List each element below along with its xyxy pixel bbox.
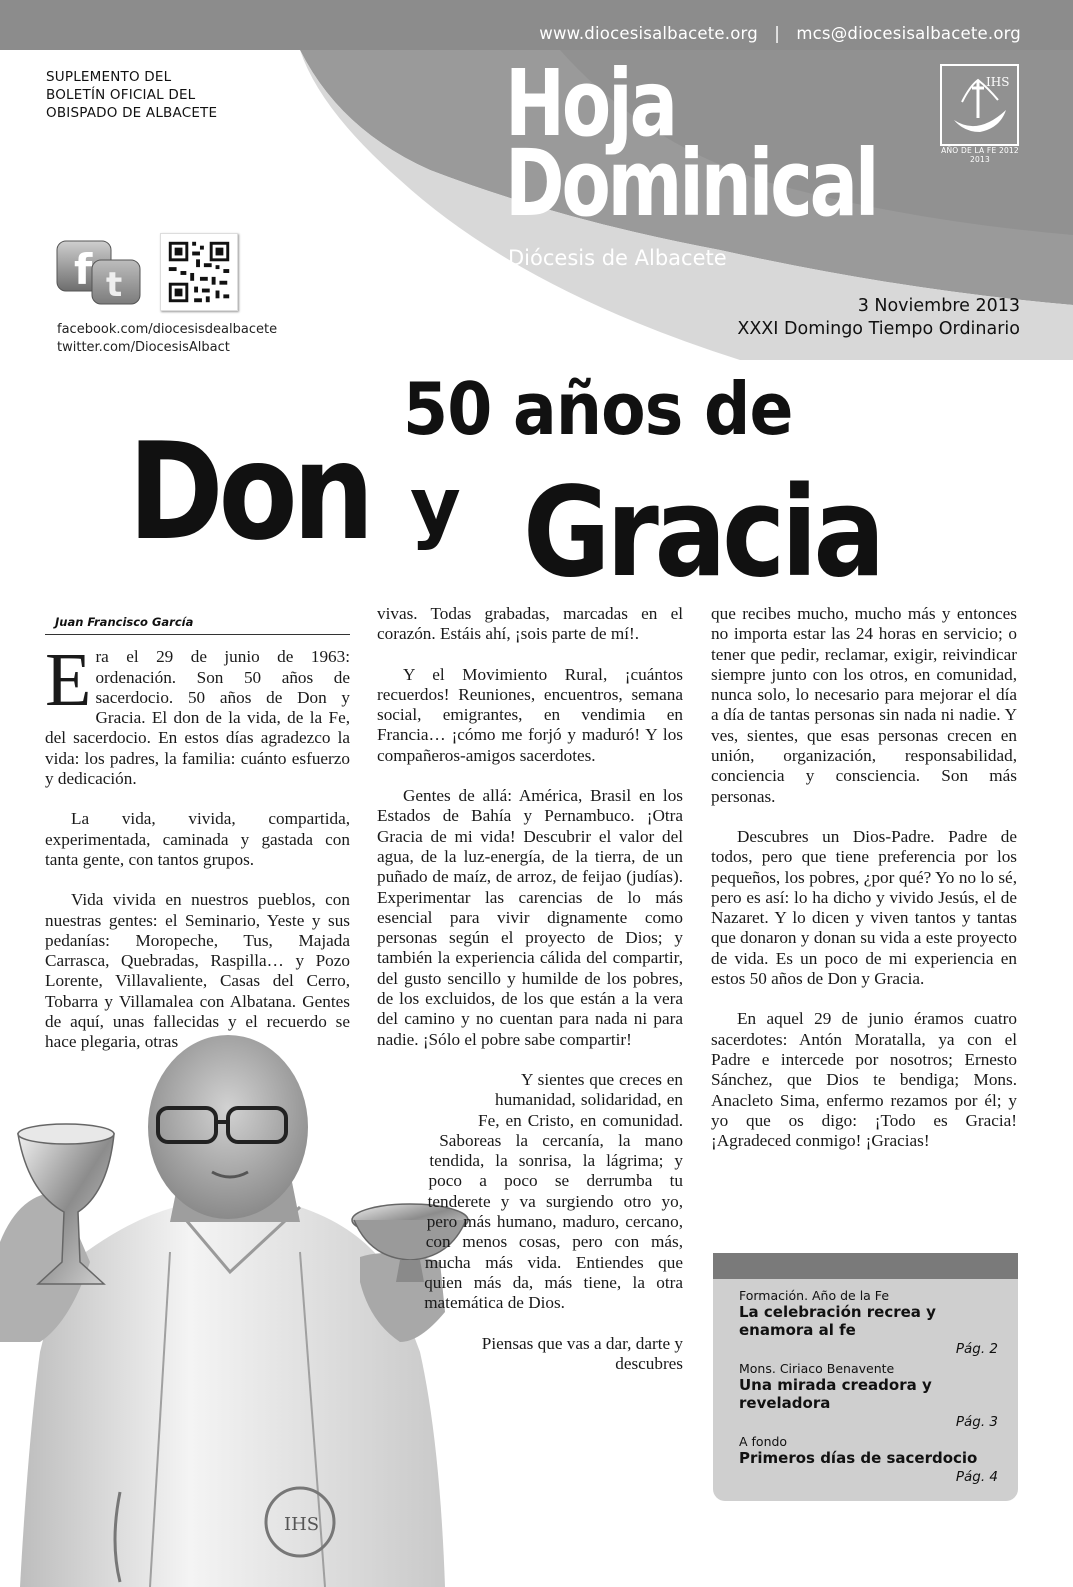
- social-links: [57, 321, 277, 357]
- headline-line1: 50 años de: [403, 367, 793, 451]
- twitter-link[interactable]: twitter.com/DiocesisAlbact: [57, 340, 230, 355]
- contents-box: [713, 1253, 1018, 1501]
- link-separator: |: [774, 24, 781, 43]
- paragraph: Piensas que vas a dar, darte y descubres: [481, 1333, 683, 1373]
- facebook-twitter-icon[interactable]: [56, 240, 142, 306]
- masthead-subtitle: Diócesis de Albacete: [508, 246, 727, 270]
- contents-bar: [713, 1253, 1018, 1279]
- toc-item[interactable]: A fondo Primeros días de sacerdocio Pág. 4: [739, 1434, 998, 1485]
- paragraph: que recibes mucho, mucho más y entonces no importa estar las 24 horas en servicio; o tener que pedir, reclamar, exigir, reivindicar siempre junto con los otros, en comunidad, nunca solo, lo necesario para mejorar el día a día de tantas personas sin nada ni nadie. Y ves, sientes, que esas personas crecen en unión, organización, responsabilidad, conciencia y consciencia. Son más personas.: [711, 604, 1017, 806]
- issue-date: [737, 295, 1020, 341]
- year-of-faith-logo-icon: [942, 66, 1017, 144]
- article-column-1: [45, 612, 350, 1073]
- liturgical-day: XXXI Domingo Tiempo Ordinario: [737, 319, 1020, 339]
- logo-caption: AÑO DE LA FE 2012 2013: [941, 146, 1019, 164]
- toc-item[interactable]: Formación. Año de la Fe La celebración recrea y enamora al fe Pág. 2: [739, 1288, 998, 1357]
- facebook-link[interactable]: facebook.com/diocesisdealbacete: [57, 322, 278, 337]
- paragraph: Y sientes que creces en humanidad, solidaridad, en Fe, en Cristo, en comunidad. Saboreas la cercanía, la mano tendida, la sonrisa, la lágrima; y poco a poco se derrumba tu tenderete y va surgiendo otro yo, pero más humano, maduro, cercano, con menos cosas, pero con más, mucha más vida. Entiendes que quien más da, más tiene, la otra matemática de Dios.: [424, 1069, 683, 1313]
- article-author: Juan Francisco García: [45, 612, 350, 635]
- toc-item[interactable]: Mons. Ciriaco Benavente Una mirada creadora y reveladora Pág. 3: [739, 1361, 998, 1430]
- year-of-faith-logo: [940, 64, 1019, 146]
- svg-text:IHS: IHS: [986, 75, 1010, 89]
- paragraph: vivas. Todas grabadas, marcadas en el corazón. Estáis ahí, ¡sois parte de mí!.: [377, 604, 683, 644]
- article-column-3: [711, 604, 1017, 1171]
- svg-text:IHS: IHS: [284, 1514, 320, 1535]
- date: 3 Noviembre 2013: [857, 296, 1020, 316]
- paragraph: Era el 29 de junio de 1963: ordenación. Son 50 años de sacerdocio. 50 años de Don y Gracia. El don de la vida, de la Fe, del sacerdocio. En estos días agradezco la vida: los padres, la familia: cuánto esfuerzo y dedicación.: [45, 638, 350, 789]
- headline-don: Don: [128, 414, 370, 570]
- contact-links: [539, 24, 1021, 43]
- article-column-2: [377, 604, 683, 1400]
- paragraph: Gentes de allá: América, Brasil en los Estados de Bahía y Pernambuco. ¡Otra Gracia de mi vida! Descubrir el valor del agua, de la luz-energía, de la tierra, de un puñado de maíz, de arroz, de feijao (judías). Experimentar las carencias de lo más esencial para vivir dignamente como personas según el proyecto de Dios; y también la experiencia cálida del compartir, del gusto sencillo y humilde de los pobres, de los excluidos, de los que están a la vera del camino y no cuentan para nada ni para nadie. ¡Sólo el pobre sabe compartir!: [377, 786, 683, 1049]
- email-link[interactable]: mcs@diocesisalbacete.org: [796, 24, 1021, 43]
- qr-code-icon[interactable]: [160, 233, 238, 311]
- supplement-notice: SUPLEMENTO DEL BOLETÍN OFICIAL DEL OBISPADO DE ALBACETE: [46, 69, 218, 121]
- headline-y: y: [410, 462, 461, 552]
- svg-text:t: t: [106, 265, 123, 305]
- paragraph: Descubres un Dios-Padre. Padre de todos, pero que tiene preferencia por los pequeños, los pobres, ¿por qué? Yo no lo sé, pero es así: lo ha dicho y vivido Jesús, el de Nazaret. Y lo dicen y viven tantos y tantas que donaron y donan su vida a este proyecto de vida. Es un poco de mi experiencia en estos 50 años de Don y Gracia.: [711, 826, 1017, 989]
- paragraph: Y el Movimiento Rural, ¡cuántos recuerdos! Reuniones, encuentros, semana social, emigrantes, en vendimia en Francia… ¡cómo me forjó y maduró! Y los compañeros-amigos sacerdotes.: [377, 664, 683, 765]
- masthead-title: Hoja Dominical: [505, 50, 877, 237]
- svg-text:f: f: [74, 245, 93, 294]
- paragraph: La vida, vivida, compartida, experimentada, caminada y gastada con tanta gente, con tantos grupos.: [45, 809, 350, 869]
- drop-cap: E: [45, 638, 92, 723]
- paragraph: Vida vivida en nuestros pueblos, con nuestras gentes: el Seminario, Yeste y sus pedanías: Moropeche, Tus, Majada Carrasca, Quebradas, Raspilla… y Pozo Lorente, Villavaliente, Casas del Cerro, Tobarra y Villamalea con Albatana. Gentes de aquí, unas fallecidas y el recuerdo se hace plegaria, otras: [45, 890, 350, 1052]
- headline-gracia: Gracia: [523, 461, 882, 605]
- paragraph: En aquel 29 de junio éramos cuatro sacerdotes: Antón Moratalla, ya con el Padre e intercede por nosotros; Ernesto Sánchez, que Dios te bendiga; Mons. Anacleto Sima, enfermo rezamos por él; y yo que os digo: ¡Todo es Gracia! ¡Agradeced conmigo! ¡Gracias!: [711, 1009, 1017, 1151]
- website-link[interactable]: www.diocesisalbacete.org: [539, 24, 758, 43]
